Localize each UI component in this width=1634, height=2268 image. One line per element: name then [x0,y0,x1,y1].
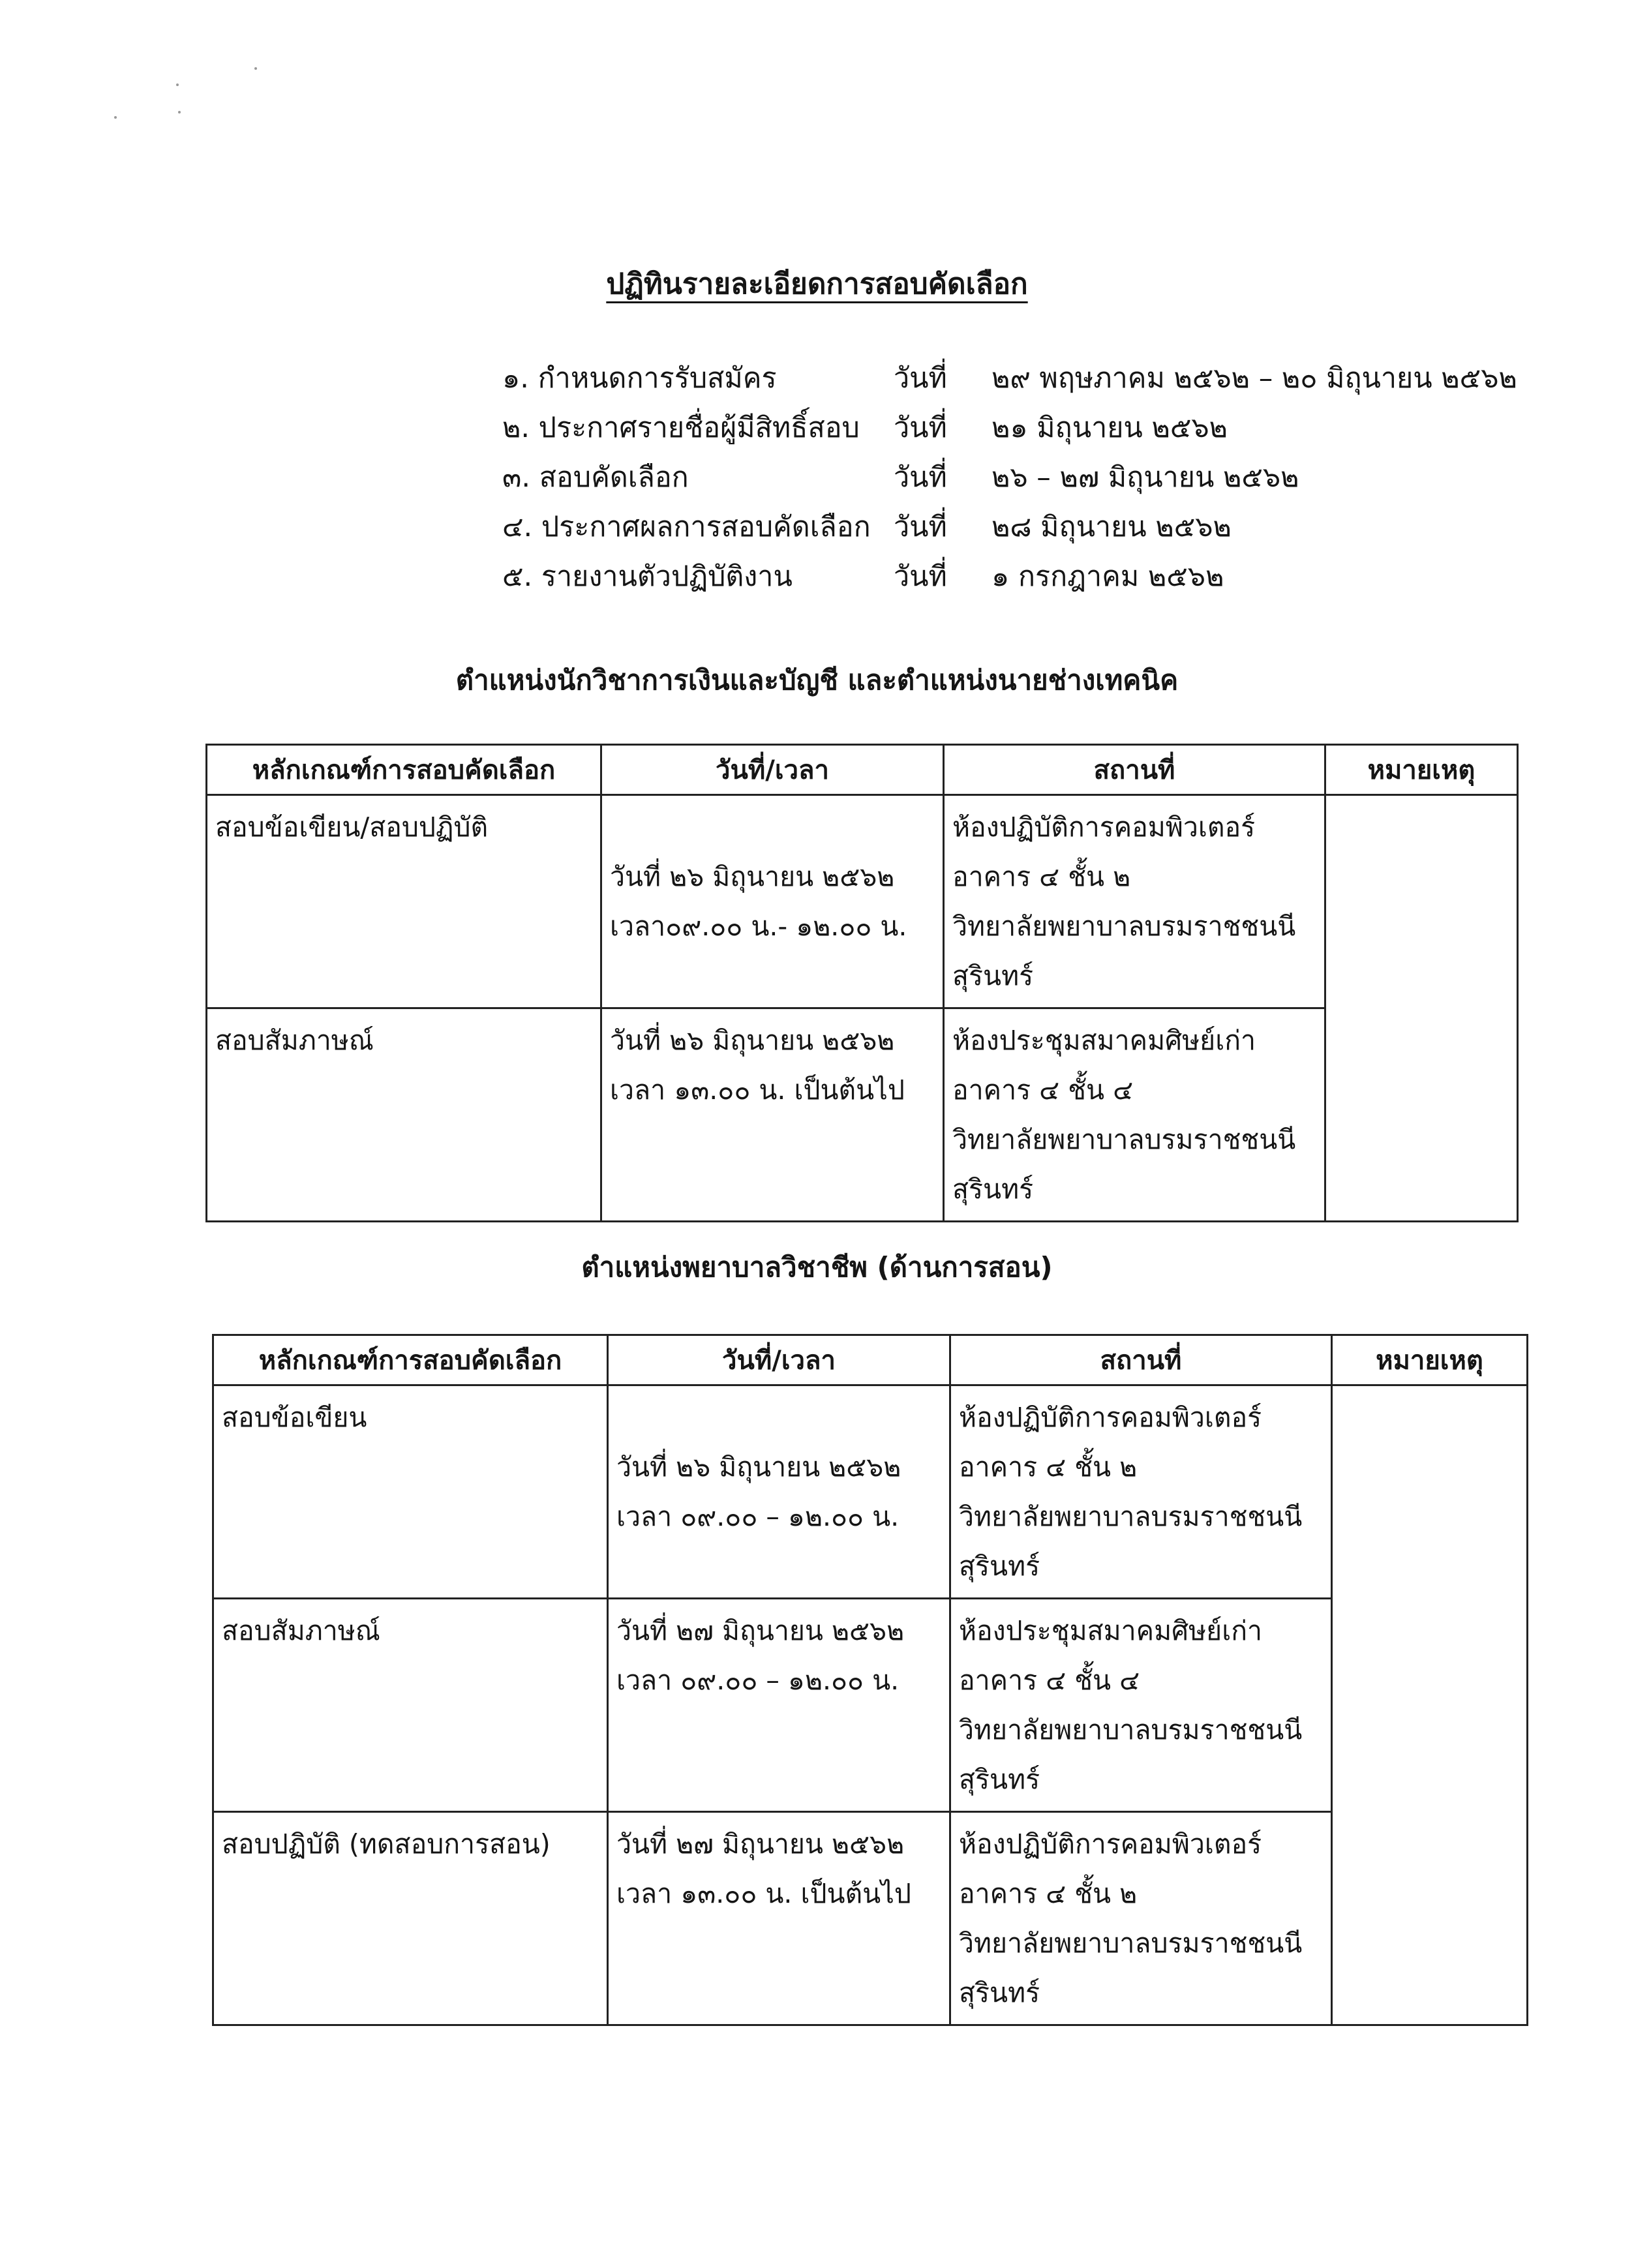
time-text: เวลา ๐๙.๐๐ – ๑๒.๐๐ น. [616,1665,900,1696]
page-title: ปฏิทินรายละเอียดการสอบคัดเลือก [606,267,1028,301]
place-line: อาคาร ๔ ชั้น ๔ [959,1665,1140,1696]
criteria-cell: สอบสัมภาษณ์ [213,1599,608,1812]
place-line: อาคาร ๔ ชั้น ๔ [952,1074,1134,1106]
schedule-item-label: ๓. สอบคัดเลือก [502,461,689,494]
schedule-item-label: ๒. ประกาศรายชื่อผู้มีสิทธิ์สอบ [502,412,860,444]
place-line: วิทยาลัยพยาบาลบรมราชชนนี [959,1928,1303,1959]
datetime-cell [608,1385,950,1599]
header-note: หมายเหตุ [1332,1335,1528,1385]
time-text: เวลา ๑๓.๐๐ น. เป็นต้นไป [616,1878,911,1909]
criteria-cell: สอบปฏิบัติ (ทดสอบการสอน) [213,1812,608,2025]
place-line: สุรินทร์ [959,1550,1040,1582]
schedule-date: ๑ กรกฎาคม ๒๕๖๒ [991,560,1224,593]
scan-speck [178,111,181,113]
scan-speck [176,83,179,86]
date-text: วันที่ ๒๖ มิถุนายน ๒๕๖๒ [610,861,895,892]
place-cell [950,1812,1332,2025]
scan-speck [254,67,257,70]
section2-heading: ตำแหน่งพยาบาลวิชาชีพ (ด้านการสอน) [581,1251,1053,1283]
place-line: สุรินทร์ [959,1764,1040,1795]
criteria-cell: สอบข้อเขียน [213,1385,608,1599]
schedule-day-label: วันที่ [894,461,947,494]
datetime-cell [608,1599,950,1812]
schedule-item-label: ๕. รายงานตัวปฏิบัติงาน [502,560,793,593]
header-criteria: หลักเกณฑ์การสอบคัดเลือก [213,1335,608,1385]
place-line: อาคาร ๔ ชั้น ๒ [952,861,1131,892]
time-text: เวลา ๑๓.๐๐ น. เป็นต้นไป [610,1074,905,1106]
schedule-day-label: วันที่ [894,412,947,444]
header-criteria: หลักเกณฑ์การสอบคัดเลือก [207,745,601,795]
place-line: สุรินทร์ [952,960,1034,991]
table-row [207,795,1518,1008]
note-cell [1325,795,1518,1222]
schedule-item-label: ๑. กำหนดการรับสมัคร [502,362,777,395]
place-line: สุรินทร์ [959,1977,1040,2008]
schedule-item-label: ๔. ประกาศผลการสอบคัดเลือก [502,511,871,543]
place-cell [950,1599,1332,1812]
table-row [213,1812,1528,2025]
header-datetime: วันที่/เวลา [608,1335,950,1385]
criteria-cell: สอบข้อเขียน/สอบปฏิบัติ [207,795,601,1008]
time-text: เวลา๐๙.๐๐ น.- ๑๒.๐๐ น. [610,911,907,942]
time-text: เวลา ๐๙.๐๐ – ๑๒.๐๐ น. [616,1501,900,1532]
schedule-day-label: วันที่ [894,560,947,593]
datetime-cell [601,1008,944,1222]
place-line: สุรินทร์ [952,1173,1034,1205]
schedule-day-label: วันที่ [894,362,947,395]
place-line: ห้องประชุมสมาคมศิษย์เก่า [959,1615,1263,1646]
place-line: วิทยาลัยพยาบาลบรมราชชนนี [952,1124,1296,1155]
place-line: ห้องปฏิบัติการคอมพิวเตอร์ [959,1402,1262,1433]
place-line: วิทยาลัยพยาบาลบรมราชชนนี [959,1501,1303,1532]
datetime-cell [601,795,944,1008]
place-cell [944,1008,1325,1222]
scan-speck [114,116,117,119]
schedule-day-label: วันที่ [894,511,947,543]
date-text: วันที่ ๒๖ มิถุนายน ๒๕๖๒ [610,1025,895,1056]
table-header-row [213,1335,1528,1385]
date-text: วันที่ ๒๗ มิถุนายน ๒๕๖๒ [616,1615,905,1646]
table-header-row [207,745,1518,795]
datetime-cell [608,1812,950,2025]
place-line: วิทยาลัยพยาบาลบรมราชชนนี [952,911,1296,942]
schedule-date: ๒๑ มิถุนายน ๒๕๖๒ [991,412,1228,444]
header-place: สถานที่ [944,745,1325,795]
date-text: วันที่ ๒๖ มิถุนายน ๒๕๖๒ [616,1451,901,1483]
place-line: วิทยาลัยพยาบาลบรมราชชนนี [959,1714,1303,1746]
place-line: ห้องปฏิบัติการคอมพิวเตอร์ [959,1828,1262,1860]
section2-table [212,1334,1528,2026]
header-note: หมายเหตุ [1325,745,1518,795]
header-place: สถานที่ [950,1335,1332,1385]
place-cell [950,1385,1332,1599]
place-line: ห้องปฏิบัติการคอมพิวเตอร์ [952,811,1256,843]
header-datetime: วันที่/เวลา [601,745,944,795]
table-row [207,1008,1518,1222]
section1-table [205,744,1519,1222]
place-cell [944,795,1325,1008]
criteria-cell: สอบสัมภาษณ์ [207,1008,601,1222]
place-line: ห้องประชุมสมาคมศิษย์เก่า [952,1025,1256,1056]
schedule-date: ๒๙ พฤษภาคม ๒๕๖๒ – ๒๐ มิถุนายน ๒๕๖๒ [991,362,1517,395]
table-row [213,1385,1528,1599]
place-line: อาคาร ๔ ชั้น ๒ [959,1451,1138,1483]
schedule-date: ๒๘ มิถุนายน ๒๕๖๒ [991,511,1232,543]
note-cell [1332,1385,1528,2025]
section1-heading: ตำแหน่งนักวิชาการเงินและบัญชี และตำแหน่งนายช่างเทคนิค [455,664,1179,696]
place-line: อาคาร ๔ ชั้น ๒ [959,1878,1138,1909]
table-row [213,1599,1528,1812]
schedule-date: ๒๖ – ๒๗ มิถุนายน ๒๕๖๒ [991,461,1299,494]
date-text: วันที่ ๒๗ มิถุนายน ๒๕๖๒ [616,1828,905,1860]
